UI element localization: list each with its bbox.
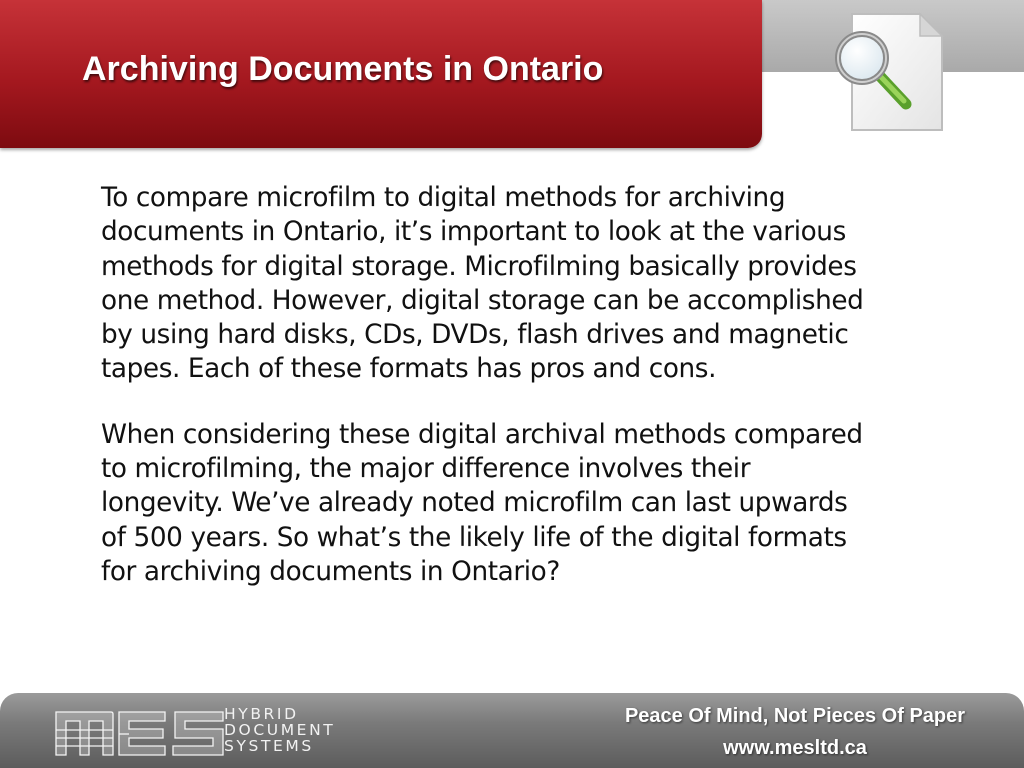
paragraph [101, 418, 981, 589]
text-line: for archiving documents in Ontario? [101, 556, 560, 587]
text-line: longevity. We’ve already noted microfilm can last upwards [101, 488, 848, 519]
text-line: to microfilming, the major difference involves their [101, 454, 751, 485]
text-line: by using hard disks, CDs, DVDs, flash drives and magnetic [101, 320, 849, 351]
text-line: To compare microfilm to digital methods for archiving [101, 183, 786, 213]
paragraph [101, 181, 981, 387]
footer-tagline: Peace Of Mind, Not Pieces Of Paper [624, 705, 966, 727]
mes-logo [55, 708, 225, 758]
slide-title: Archiving Documents in Ontario [82, 50, 604, 88]
logo-subtitle-line: SYSTEMS [224, 737, 314, 755]
document-search-icon [820, 8, 950, 138]
footer-website-link[interactable]: www.mesltd.ca [723, 737, 867, 759]
slide-body [101, 181, 981, 620]
logo-subtitle-line: DOCUMENT [224, 721, 336, 739]
text-line: When considering these digital archival methods compared [101, 419, 863, 450]
logo-subtitle [224, 706, 335, 754]
text-line: one method. However, digital storage can be accomplished [101, 285, 864, 316]
text-line: of 500 years. So what’s the likely life of the digital formats [101, 522, 847, 553]
text-line: documents in Ontario, it’s important to look at the various [101, 217, 846, 248]
text-line: methods for digital storage. Microfilming basically provides [101, 251, 857, 282]
title-bar [0, 0, 762, 148]
logo-subtitle-line: HYBRID [224, 705, 299, 723]
text-line: tapes. Each of these formats has pros and cons. [101, 354, 717, 385]
